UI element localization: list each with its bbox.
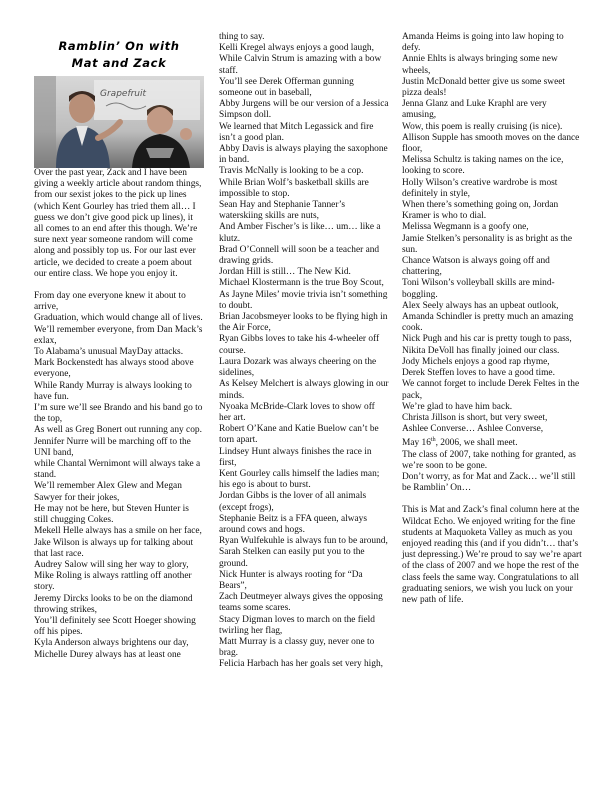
poem-line: Brian Jacobsmeyer looks to be flying high in the Air Force,	[219, 312, 388, 334]
poem-line: Travis McNally is looking to be a cop.	[219, 166, 364, 177]
poem-line: I’m sure we’ll see Brando and his band go to the top,	[34, 403, 203, 425]
poem-part-3	[402, 32, 582, 494]
poem-line: Jenna Glanz and Luke Kraphl are very amusing,	[402, 99, 547, 121]
poem-line: Kent Gourley calls himself the ladies man; his ego is about to burst.	[219, 468, 380, 491]
poem-line: Matt Murray is a classy guy, never one to brag.	[219, 636, 375, 659]
poem-line: Nick Pugh and his car is pretty tough to pass,	[402, 334, 572, 345]
poem-line: Jake Wilson is always up for talking about that last race.	[34, 537, 194, 559]
poem-line: When there’s something going on, Jordan Kramer is who to dial.	[402, 200, 559, 222]
poem-line: Laura Dozark was always cheering on the sidelines,	[219, 356, 377, 379]
poem-line: As Jayne Miles’ movie trivia isn’t something to doubt.	[219, 289, 388, 311]
poem-line: Michelle Durey always has at least one	[34, 649, 181, 660]
poem-line: Derek Steffen loves to have a good time.	[402, 368, 555, 379]
poem-line: Amanda Schindler is pretty much an amazing cook.	[402, 312, 574, 334]
poem-line: while Chantal Wernimont will always take a stand.	[34, 459, 201, 481]
date-text: May 16	[402, 438, 431, 449]
poem-line: We’ll remember everyone, from Dan Mack’s exlax,	[34, 324, 203, 346]
poem-line: Robert O’Kane and Katie Buelow can’t be torn apart.	[219, 424, 379, 446]
poem-line: Toni Wilson’s volleyball skills are mind-boggling.	[402, 278, 555, 300]
poem-line: Sarah Stelken can easily put you to the ground.	[219, 547, 365, 569]
poem-line: Zach Deutmeyer always gives the opposing teams some scares.	[219, 592, 383, 614]
poem-line: Brad O’Connell will soon be a teacher and drawing grids.	[219, 244, 380, 267]
column-1	[34, 32, 204, 661]
poem-line: Kelli Kregel always enjoys a good laugh,	[219, 43, 374, 54]
poem-line: Jennifer Nurre will be marching off to the UNI band,	[34, 436, 191, 458]
poem-line: He may not be here, but Steven Hunter is still chugging Cokes.	[34, 503, 189, 526]
poem-line: Allison Supple has smooth moves on the dance floor,	[402, 132, 580, 155]
poem-line: We learned that Mitch Legassick and fire isn’t a good plan.	[219, 121, 374, 143]
poem-line: Jordan Gibbs is the lover of all animals (except frogs),	[219, 491, 367, 513]
poem-line: We cannot forget to include Derek Feltes in the pack,	[402, 379, 580, 401]
poem-part-2	[219, 32, 389, 671]
photo-illustration	[34, 76, 204, 168]
column-2	[219, 32, 389, 671]
poem-line: Ryan Gibbs loves to take his 4-wheeler off course.	[219, 334, 380, 356]
whiteboard-text: Grapefruit	[100, 89, 147, 99]
poem-part-1	[34, 291, 204, 661]
poem-line: Ashlee Converse… Ashlee Converse,	[402, 424, 544, 435]
poem-line: Mark Bockenstedt has always stood above everyone,	[34, 358, 194, 380]
poem-line: Alex Seely always has an upbeat outlook,	[402, 300, 559, 311]
poem-line: Stacy Digman loves to march on the field twirling her flag,	[219, 614, 375, 636]
poem-line: Melissa Schultz is taking names on the ice, looking to score.	[402, 155, 564, 177]
poem-line: Jeremy Dircks looks to be on the diamond throwing strikes,	[34, 593, 193, 615]
poem-line: Jamie Stelken’s personality is as bright as the sun.	[402, 233, 573, 255]
closing-paragraph: This is Mat and Zack’s final column here at the Wildcat Echo. We enjoyed writing for the fine students at Maquoketa Valley as much as you enjoyed reading this (and if you didn’t… that’s just depressing.) We’re proud to say we’re apart of the class of 2007 and we hope the rest of the class feels the same way. Congratulations to all graduating seniors, we wish you luck on your new path of life.	[402, 505, 582, 606]
poem-line: While Brian Wolf’s basketball skills are impossible to stop.	[219, 177, 369, 199]
poem-line: You’ll definitely see Scott Hoeger showing off his pipes.	[34, 615, 196, 638]
date-text-rest: , 2006, we shall meet.	[435, 438, 518, 449]
poem-line: The class of 2007, take nothing for granted, as we’re soon to be gone.	[402, 449, 576, 471]
poem-line: As Kelsey Melchert is always glowing in our minds.	[219, 379, 389, 401]
poem-line: Jordan Hill is still… The New Kid.	[219, 267, 351, 278]
poem-line: Kyla Anderson always brightens our day,	[34, 638, 189, 649]
poem-line: Ryan Wulfekuhle is always fun to be around,	[219, 536, 388, 547]
poem-line: Michael Klostermann is the true Boy Scout,	[219, 278, 384, 289]
poem-line: Amanda Heims is going into law hoping to defy.	[402, 32, 564, 54]
poem-line: Lindsey Hunt always finishes the race in first,	[219, 446, 372, 468]
date-ordinal: th	[430, 437, 436, 444]
poem-line: And Amber Fischer’s is like… um… like a klutz.	[219, 222, 381, 244]
poem-line: Nick Hunter is always rooting for “Da Bears”,	[219, 569, 363, 591]
column-3	[402, 32, 582, 617]
intro-paragraph: Over the past year, Zack and I have been giving a weekly article about random things, from our sexist jokes to the pick up lines (which Kent Gourley has tried them all… I guess we don’t give good pick up lines), it all comes to an end after this though. We’re sure next year someone random will come along and possibly top us. For our last ever article, we decided to create a poem about our entire class. We hope you enjoy it.	[34, 168, 202, 279]
poem-line: Mike Roling is always rattling off another story.	[34, 571, 192, 593]
poem-line: Mekell Helle always has a smile on her face,	[34, 526, 202, 537]
poem-line: Jody Michels enjoys a good rap rhyme,	[402, 356, 550, 367]
poem-line: Don’t worry, as for Mat and Zack… we’ll still be Ramblin’ On…	[402, 472, 576, 494]
poem-line: Felicia Harbach has her goals set very high,	[219, 659, 384, 670]
poem-line: While Randy Murray is always looking to have fun.	[34, 380, 192, 402]
poem-line: From day one everyone knew it about to arrive,	[34, 291, 186, 313]
poem-line: Nikita DeVoll has finally joined our class.	[402, 345, 560, 356]
poem-line: Sean Hay and Stephanie Tanner’s waterskiing skills are nuts,	[219, 200, 346, 222]
poem-line: Justin McDonald better give us some sweet pizza deals!	[402, 76, 565, 99]
poem-line: Annie Ehlts is always bringing some new wheels,	[402, 54, 558, 76]
title-line-2: Mat and Zack	[71, 56, 167, 70]
poem-line: Chance Watson is always going off and chattering,	[402, 256, 550, 278]
poem-line: Abby Davis is always playing the saxophone in band.	[219, 144, 388, 166]
poem-line: Nyoaka McBride-Clark loves to show off her art.	[219, 401, 375, 423]
poem-line: Melissa Wegmann is a goofy one,	[402, 222, 529, 233]
poem-line: thing to say.	[219, 32, 265, 42]
poem-line: Wow, this poem is really cruising (is nice).	[402, 121, 563, 132]
author-photo	[34, 76, 204, 168]
poem-line: Abby Jurgens will be our version of a Jessica Simpson doll.	[219, 99, 389, 121]
poem-line: Stephanie Beitz is a FFA queen, always around cows and hogs.	[219, 513, 367, 535]
poem-line: To Alabama’s unusual MayDay attacks.	[34, 347, 184, 358]
poem-line: Christa Jillson is short, but very sweet,	[402, 412, 548, 423]
poem-line: As well as Greg Bonert out running any cop.	[34, 425, 202, 436]
title-line-1: Ramblin’ On with	[58, 39, 180, 53]
poem-line: Audrey Salow will sing her way to glory,	[34, 559, 189, 570]
poem-line: While Calvin Strum is amazing with a bow staff.	[219, 54, 382, 76]
article-title	[34, 32, 204, 76]
poem-line-date	[402, 435, 582, 449]
poem-line: Holly Wilson’s creative wardrobe is most definitely in style,	[402, 177, 558, 199]
poem-line: Graduation, which would change all of lives.	[34, 313, 203, 324]
poem-line: We’ll remember Alex Glew and Megan Sawyer for their jokes,	[34, 481, 182, 503]
poem-line: You’ll see Derek Offerman gunning someone out in baseball,	[219, 76, 354, 99]
poem-line: We’re glad to have him back.	[402, 401, 513, 412]
